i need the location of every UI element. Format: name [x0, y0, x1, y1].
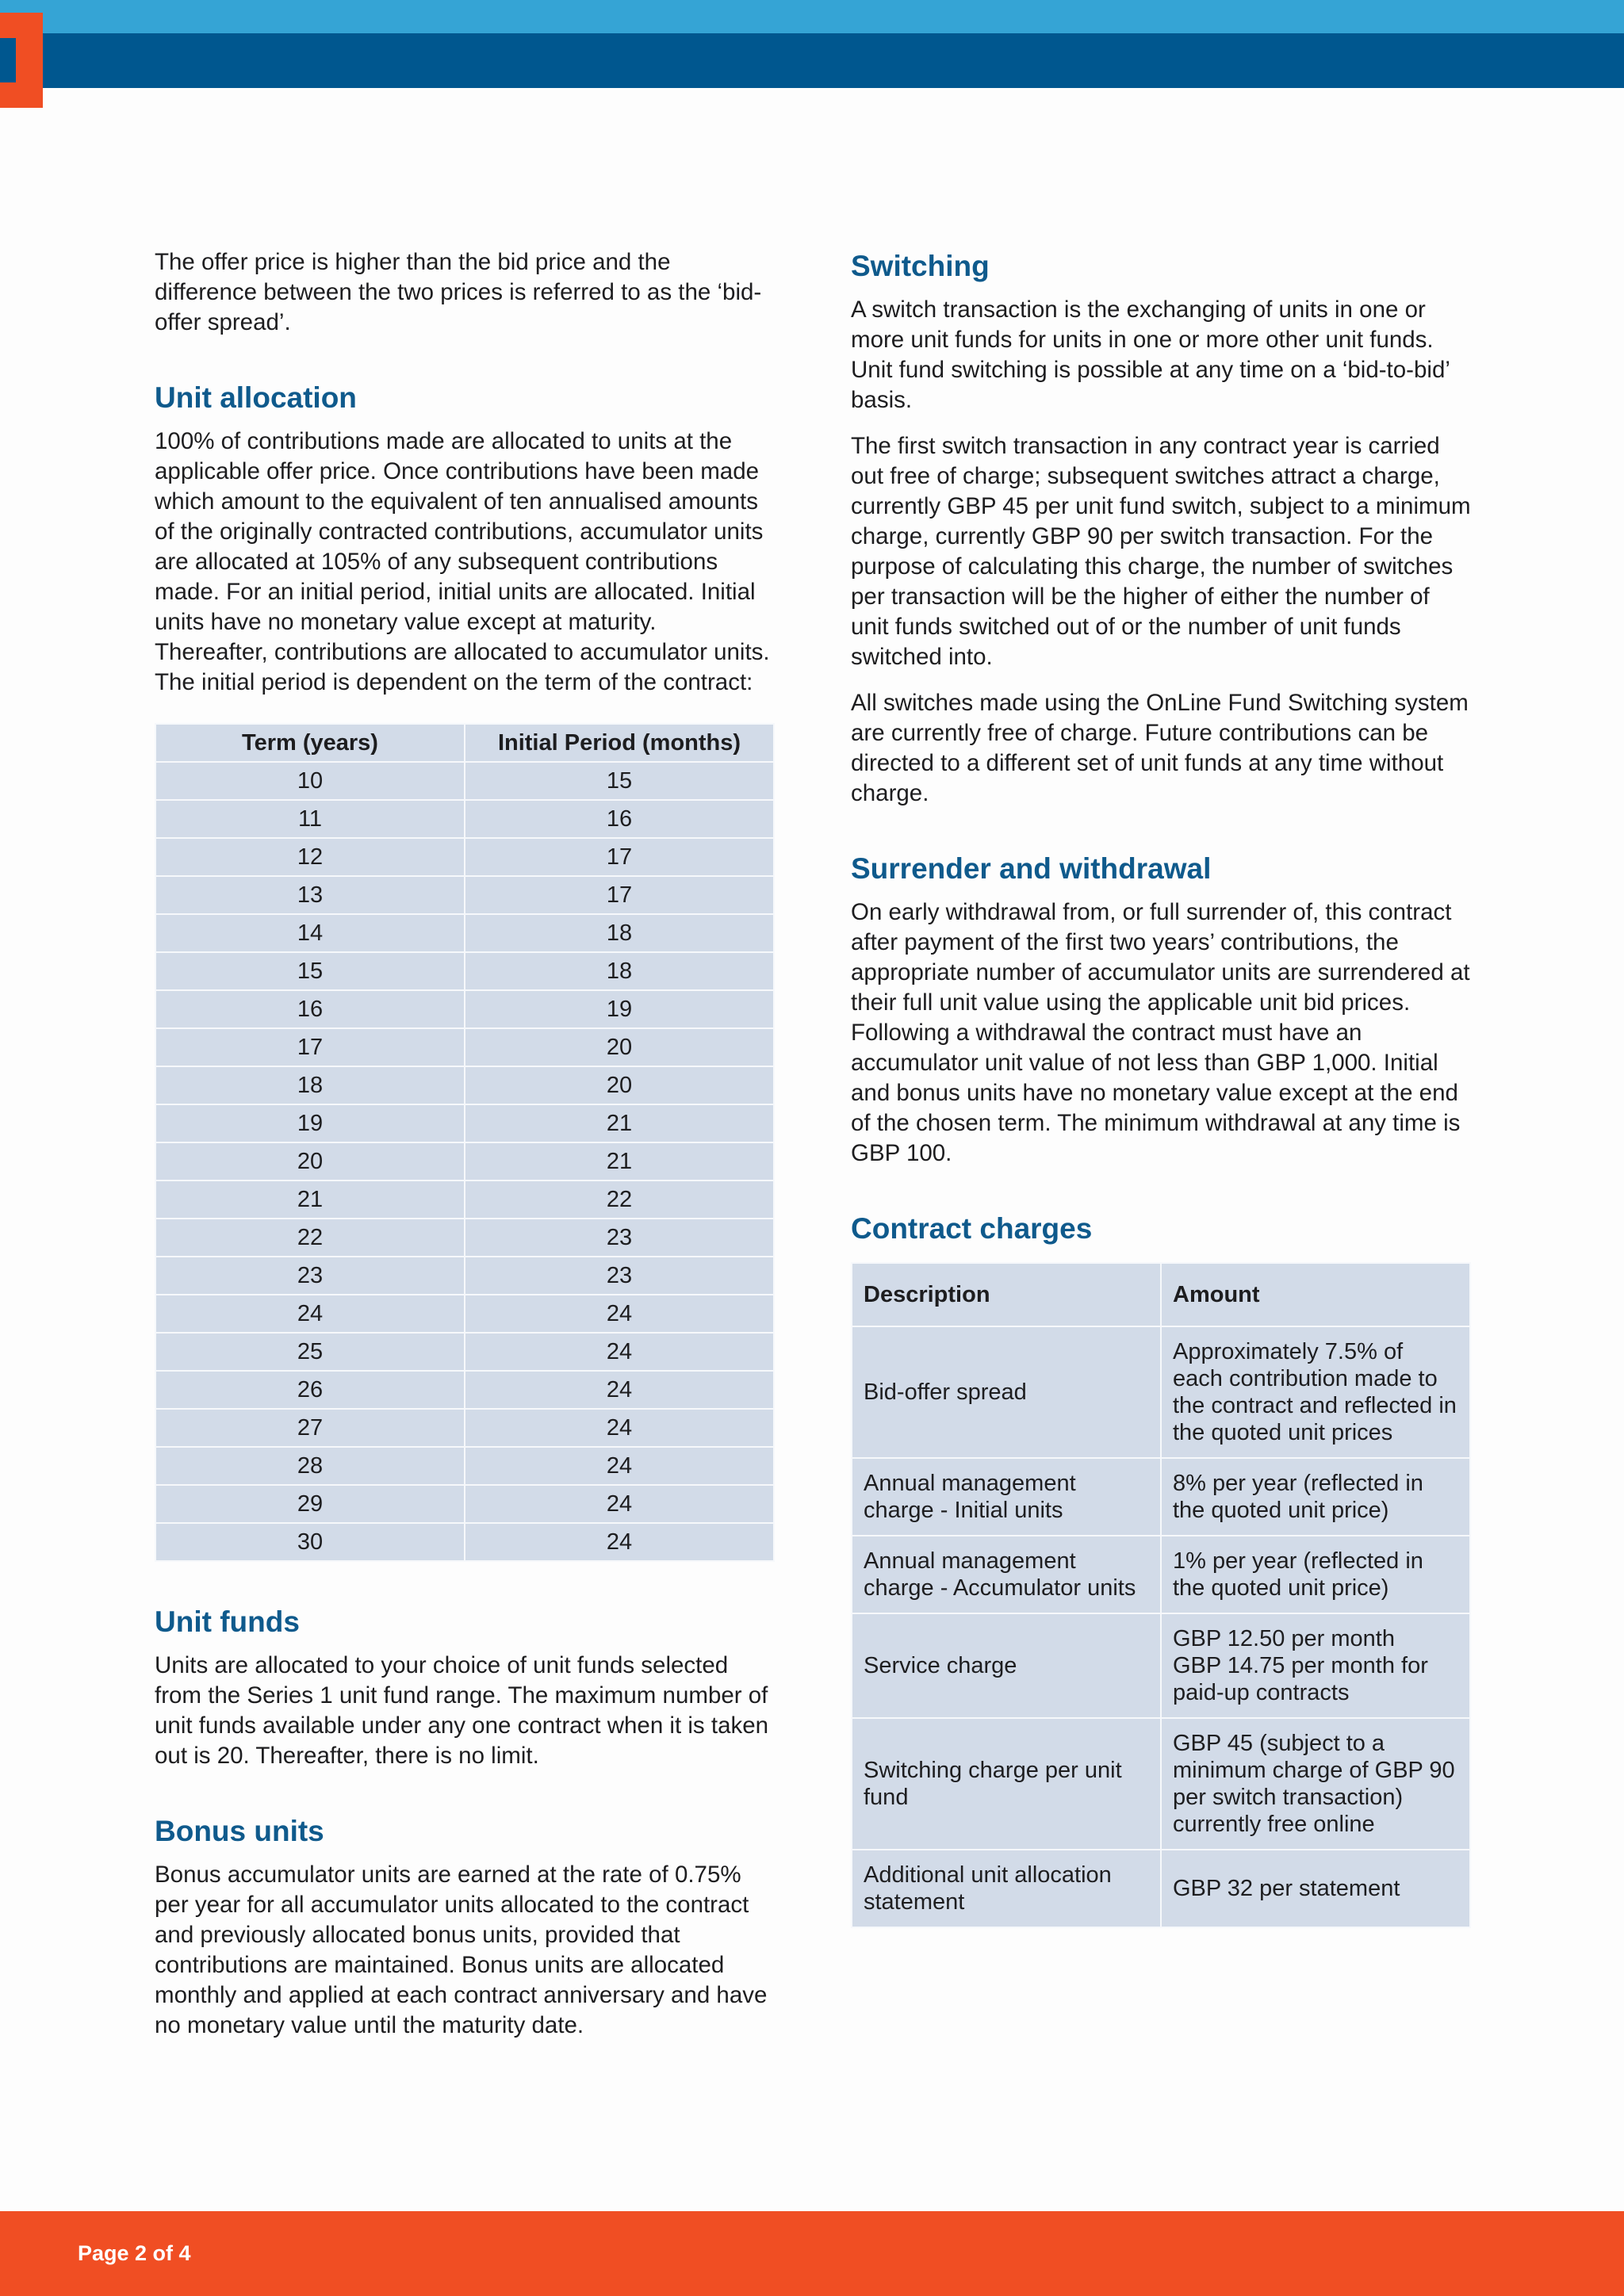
- table-row: [155, 1333, 774, 1371]
- table-row: [852, 1850, 1470, 1927]
- initial-period-cell: 21: [465, 1104, 774, 1142]
- unit-allocation-text: 100% of contributions made are allocated to units at the applicable offer price. Once contributions have been made which amount to the equivalent of ten annualised amounts of the originally contracted contributions, accumulator units are allocated at 105% of any subsequent contributions made. For an initial period, initial units are allocated. Initial units have no monetary value except at maturity. Thereafter, contributions are allocated to accumulator units. The initial period is dependent on the term of the contract:: [155, 428, 770, 695]
- charge-amount-line: 1% per year (reflected in the quoted unit price): [1173, 1548, 1423, 1601]
- term-years-cell: 25: [155, 1333, 465, 1371]
- initial-period-cell: 17: [465, 838, 774, 876]
- table-row: [155, 1181, 774, 1219]
- intro-paragraph: The offer price is higher than the bid price and the difference between the two prices is referred to as the ‘bid-offer spread’.: [155, 249, 762, 335]
- brand-corner-mark: [0, 13, 43, 108]
- charge-description-cell: Annual management charge - Initial units: [852, 1458, 1161, 1536]
- table-row: [155, 1219, 774, 1257]
- term-years-cell: 12: [155, 838, 465, 876]
- table-row: [155, 990, 774, 1028]
- term-years-cell: 27: [155, 1409, 465, 1447]
- table-row: [155, 1485, 774, 1523]
- initial-period-cell: 24: [465, 1295, 774, 1333]
- table-row: [155, 1066, 774, 1104]
- header-band-dark: [0, 33, 1624, 88]
- charge-amount-line: GBP 45 (subject to a minimum charge of GBP 90 per switch transaction): [1173, 1731, 1455, 1810]
- term-years-cell: 23: [155, 1257, 465, 1295]
- table-row: [155, 800, 774, 838]
- charge-description-cell: Switching charge per unit fund: [852, 1718, 1161, 1850]
- term-years-cell: 18: [155, 1066, 465, 1104]
- surrender-text: On early withdrawal from, or full surrender of, this contract after payment of the first two years’ contributions, the appropriate number of accumulator units are surrendered at their full unit value using the applicable unit bid prices. Following a withdrawal the contract must have an accumulator unit value of not less than GBP 1,000. Initial and bonus units have no monetary value except at the end of the chosen term. The minimum withdrawal at any time is GBP 100.: [851, 899, 1470, 1166]
- term-years-cell: 28: [155, 1447, 465, 1485]
- contract-charges-table: [851, 1262, 1471, 1928]
- unit-allocation-heading: Unit allocation: [155, 381, 357, 414]
- initial-period-cell: 16: [465, 800, 774, 838]
- table-row: [155, 952, 774, 990]
- bonus-units-heading: Bonus units: [155, 1815, 324, 1847]
- initial-period-cell: 22: [465, 1181, 774, 1219]
- unit-funds-heading: Unit funds: [155, 1605, 300, 1638]
- initial-period-cell: 24: [465, 1523, 774, 1561]
- initial-period-cell: 18: [465, 952, 774, 990]
- charges-header-row: [852, 1263, 1470, 1326]
- footer-bar: [0, 2211, 1624, 2296]
- switching-paragraph-2: The first switch transaction in any contract year is carried out free of charge; subsequent switches attract a charge, currently GBP 45 per unit fund switch, subject to a minimum charge, currently GBP 90 per switch transaction. For the purpose of calculating this charge, the number of switches per transaction will be the higher of either the number of unit funds switched out of or the number of unit funds switched into.: [851, 433, 1471, 670]
- initial-period-cell: 24: [465, 1485, 774, 1523]
- charge-amount-line: currently free online: [1173, 1812, 1375, 1837]
- initial-period-cell: 24: [465, 1371, 774, 1409]
- table-row: [155, 1409, 774, 1447]
- table-row: [852, 1613, 1470, 1718]
- table-row: [155, 1295, 774, 1333]
- term-years-cell: 22: [155, 1219, 465, 1257]
- charge-amount-cell: [1161, 1718, 1470, 1850]
- table-row: [852, 1326, 1470, 1458]
- initial-period-cell: 19: [465, 990, 774, 1028]
- table-row: [155, 1028, 774, 1066]
- table-row: [852, 1718, 1470, 1850]
- amount-header: Amount: [1161, 1263, 1470, 1326]
- charge-description-cell: Service charge: [852, 1613, 1161, 1718]
- table-row: [155, 838, 774, 876]
- initial-period-cell: 24: [465, 1333, 774, 1371]
- description-header: Description: [852, 1263, 1161, 1326]
- term-years-cell: 30: [155, 1523, 465, 1561]
- term-header: Term (years): [155, 724, 465, 762]
- term-years-cell: 13: [155, 876, 465, 914]
- term-table: [155, 723, 775, 1562]
- charge-amount-line: 8% per year (reflected in the quoted unit price): [1173, 1471, 1423, 1523]
- page-number: Page 2 of 4: [78, 2241, 191, 2265]
- initial-period-cell: 24: [465, 1409, 774, 1447]
- term-years-cell: 24: [155, 1295, 465, 1333]
- initial-period-cell: 21: [465, 1142, 774, 1181]
- table-row: [852, 1536, 1470, 1613]
- charge-amount-cell: [1161, 1326, 1470, 1458]
- switching-paragraph-1: A switch transaction is the exchanging of units in one or more unit funds for units in one or more other unit funds. Unit fund switching is possible at any time on a ‘bid-to-bid’ basis.: [851, 297, 1450, 413]
- left-column: [155, 247, 775, 2057]
- initial-period-cell: 23: [465, 1257, 774, 1295]
- table-row: [155, 1523, 774, 1561]
- table-row: [155, 1371, 774, 1409]
- charge-amount-line: GBP 14.75 per month for paid-up contracts: [1173, 1653, 1428, 1705]
- charge-description-cell: Annual management charge - Accumulator units: [852, 1536, 1161, 1613]
- table-row: [155, 1104, 774, 1142]
- charge-amount-cell: [1161, 1536, 1470, 1613]
- charge-amount-cell: [1161, 1613, 1470, 1718]
- initial-period-cell: 20: [465, 1066, 774, 1104]
- initial-period-cell: 15: [465, 762, 774, 800]
- initial-period-cell: 17: [465, 876, 774, 914]
- term-years-cell: 15: [155, 952, 465, 990]
- table-row: [155, 1142, 774, 1181]
- header-band-light: [0, 0, 1624, 33]
- charge-amount-cell: [1161, 1458, 1470, 1536]
- initial-period-header: Initial Period (months): [465, 724, 774, 762]
- charge-amount-line: GBP 12.50 per month: [1173, 1626, 1395, 1651]
- term-years-cell: 10: [155, 762, 465, 800]
- charge-description-cell: Additional unit allocation statement: [852, 1850, 1161, 1927]
- term-table-header-row: [155, 724, 774, 762]
- term-years-cell: 29: [155, 1485, 465, 1523]
- term-years-cell: 16: [155, 990, 465, 1028]
- contract-charges-heading: Contract charges: [851, 1212, 1093, 1245]
- table-row: [155, 762, 774, 800]
- table-row: [155, 1447, 774, 1485]
- term-years-cell: 14: [155, 914, 465, 952]
- switching-heading: Switching: [851, 250, 990, 282]
- charge-amount-cell: [1161, 1850, 1470, 1927]
- unit-funds-text: Units are allocated to your choice of unit funds selected from the Series 1 unit fund range. The maximum number of unit funds available under any one contract when it is taken out is 20. Thereafter, there is no limit.: [155, 1652, 769, 1769]
- term-years-cell: 19: [155, 1104, 465, 1142]
- table-row: [155, 1257, 774, 1295]
- term-years-cell: 11: [155, 800, 465, 838]
- right-column: [851, 247, 1471, 1928]
- term-years-cell: 17: [155, 1028, 465, 1066]
- bonus-units-text: Bonus accumulator units are earned at the rate of 0.75% per year for all accumulator units allocated to the contract and previously allocated bonus units, provided that contributions are maintained. Bonus units are allocated monthly and applied at each contract anniversary and have no monetary value until the maturity date.: [155, 1862, 768, 2038]
- initial-period-cell: 20: [465, 1028, 774, 1066]
- initial-period-cell: 24: [465, 1447, 774, 1485]
- switching-paragraph-3: All switches made using the OnLine Fund Switching system are currently free of charge. Future contributions can be directed to a different set of unit funds at any time without charge.: [851, 690, 1469, 806]
- term-years-cell: 26: [155, 1371, 465, 1409]
- charge-amount-line: Approximately 7.5% of each contribution made to the contract and reflected in the quoted unit prices: [1173, 1339, 1457, 1445]
- term-years-cell: 21: [155, 1181, 465, 1219]
- initial-period-cell: 23: [465, 1219, 774, 1257]
- initial-period-cell: 18: [465, 914, 774, 952]
- charge-amount-line: GBP 32 per statement: [1173, 1876, 1400, 1901]
- surrender-heading: Surrender and withdrawal: [851, 852, 1212, 885]
- table-row: [155, 876, 774, 914]
- table-row: [155, 914, 774, 952]
- table-row: [852, 1458, 1470, 1536]
- charge-description-cell: Bid-offer spread: [852, 1326, 1161, 1458]
- term-years-cell: 20: [155, 1142, 465, 1181]
